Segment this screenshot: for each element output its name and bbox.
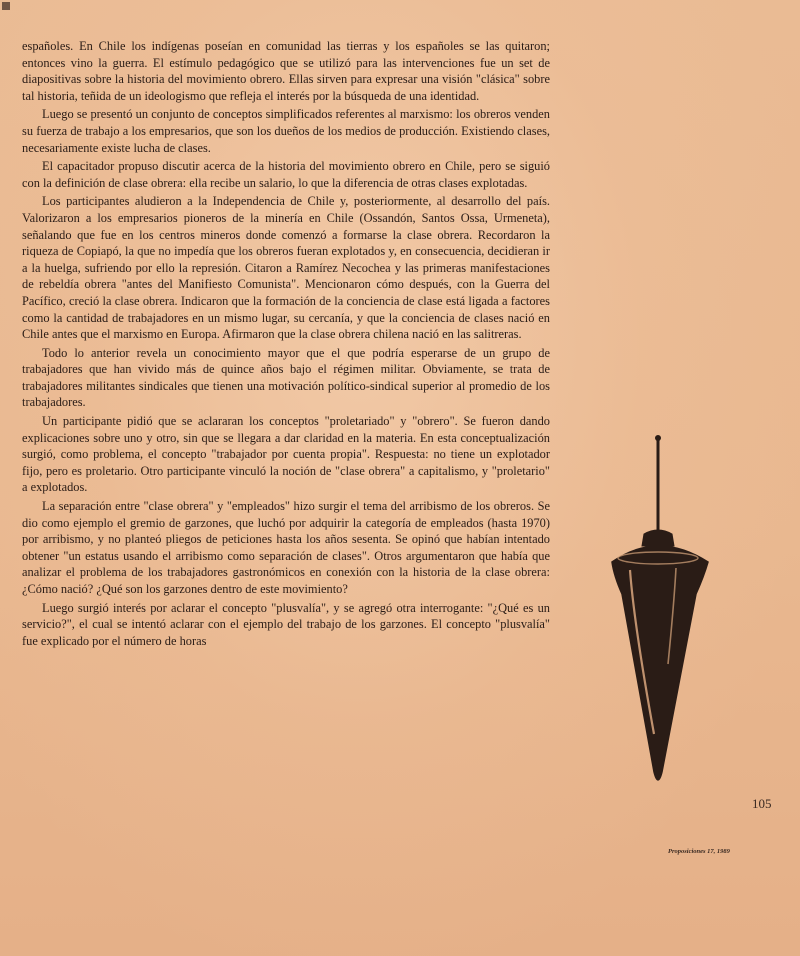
page-number: 105 [752,796,772,811]
paragraph: Todo lo anterior revela un conocimiento mayor que el que podría esperarse de un grupo de trabajadores que han vivido más de quince años bajo el régimen militar. Obviamente, se trata de trabajadores militantes sindicales que tienen una motivación político-sindical superior al promedio de los trabajadores. [22,345,550,410]
plumb-bob-icon [604,434,716,784]
paragraph: Un participante pidió que se aclararan los conceptos "proletariado" y "obrero". Se fueron dando explicaciones sobre uno y otro, sin que se llegara a dar claridad en la materia. En esta conceptualización surgió, como problema, el concepto "trabajador por cuenta propia". Respuesta: no tiene un explotador fijo, pero es proletario. Otro participante vinculó la noción de "clase obrera" a capitalismo, y "proletario" a explotados. [22,414,550,495]
paragraph: Luego se presentó un conjunto de conceptos simplificados referentes al marxismo: los obreros venden su fuerza de trabajo a los empresarios, que son los dueños de los medios de producción. Existiendo clases, necesariamente existe lucha de clases. [22,107,550,155]
scan-corner-mark [2,2,10,10]
footer-credit: Proposiciones 17, 1989 [668,848,730,855]
paragraph: españoles. En Chile los indígenas poseían en comunidad las tierras y los españoles se las quitaron; entonces vino la guerra. El estímulo pedagógico que se utilizó para las intervenciones fue un set de diapositivas sobre la historia del movimiento obrero. Ellas sirven para expresar una visión "clásica" sobre tal historia, teñida de un ideologismo que refleja el interés por la búsqueda de una identidad. [22,39,550,103]
plumb-string-knot [655,435,661,441]
body-text-column [22,38,550,649]
plumb-body [612,546,708,780]
paragraph: La separación entre "clase obrera" y "empleados" hizo surgir el tema del arribismo de los obreros. Se dio como ejemplo el gremio de garzones, que luchó por adquirir la categoría de empleados (hasta 1970) por arribismo, y no planteó pliegos de peticiones hasta los años sesenta. Se opinó que habían intentado obtener "un estatus usando el arribismo como separación de clases". Otros argumentaron que había que analizar el problema de los trabajadores gastronómicos en conexión con la historia de la clase obrera: ¿Cómo nació? ¿Qué son los garzones dentro de este movimiento? [22,499,550,596]
paragraph: El capacitador propuso discutir acerca de la historia del movimiento obrero en Chile, pero se siguió con la definición de clase obrera: ella recibe un salario, lo que la diferencia de otras clases explotadas. [22,159,550,190]
paragraph: Los participantes aludieron a la Independencia de Chile y, posteriormente, al desarrollo del país. Valorizaron a los empresarios pioneros de la minería en Chile (Ossandón, Santos Ossa, Urmeneta), señalando que fue en los centros mineros donde comenzó a formarse la clase obrera. Recordaron la riqueza de Copiapó, la que no impedía que los obreros fueran explotados y, en consecuencia, decidieran ir a la huelga, sufriendo por ello la represión. Citaron a Ramírez Necochea y las primeras manifestaciones de rebeldía obrera "antes del Manifiesto Comunista". Mencionaron cómo después, con la Guerra del Pacífico, creció la clase obrera. Indicaron que la formación de la conciencia de clase está ligada a factores como la cantidad de trabajadores en un mismo lugar, su cercanía, y que la conciencia de clases nació en Chile antes que el marxismo en Europa. Afirmaron que la clase obrera chilena nació en las salitreras. [22,194,550,342]
plumb-cap [642,530,674,546]
paragraph: Luego surgió interés por aclarar el concepto "plusvalía", y se agregó otra interrogante: "¿Qué es un servicio?", el cual se intentó aclarar con el ejemplo del trabajo de los garzones. El concepto "plusvalía" fue explicado por el número de horas [22,600,550,648]
